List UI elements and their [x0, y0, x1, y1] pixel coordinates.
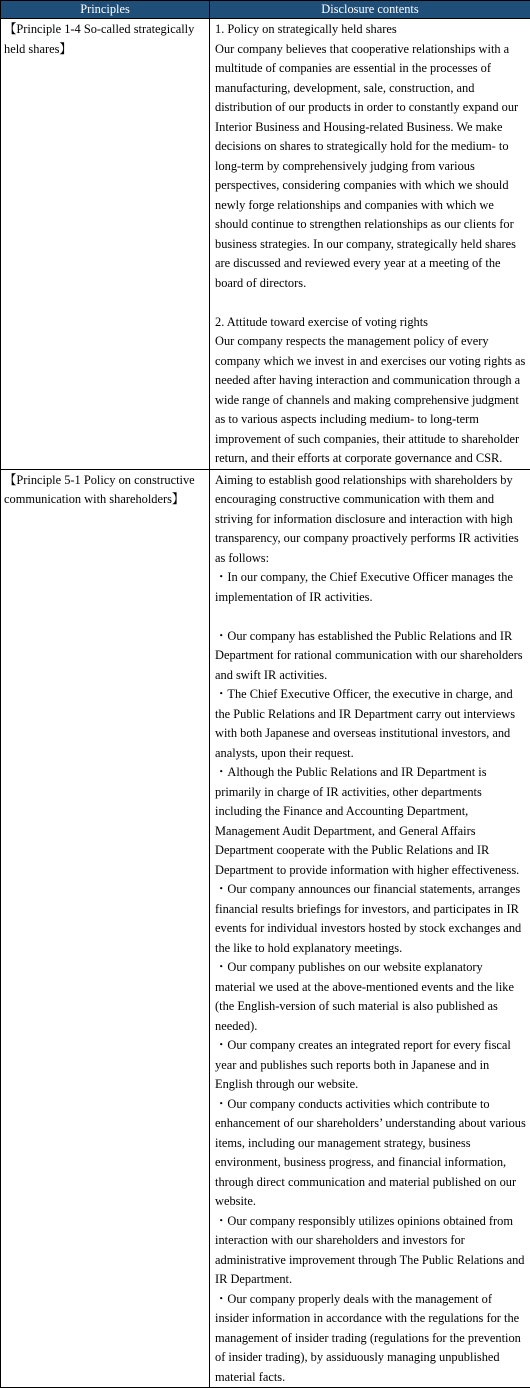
column-header-disclosure: Disclosure contents [210, 1, 530, 19]
column-header-principles: Principles [1, 1, 210, 19]
principle-cell: 【Principle 5-1 Policy on constructive communication with shareholders】 [1, 469, 210, 1388]
disclosure-cell [210, 469, 530, 1388]
table-row-principle-5-1 [1, 469, 530, 1388]
principle-cell: 【Principle 1-4 So-called strategically held shares】 [1, 19, 210, 470]
disclosure-paragraph: Aiming to establish good relationships with shareholders by encouraging constructive communication with them and striving for information disclosure and interaction with high transparency, our company proactively performs IR activities as follows: ・In our company, the Chief Executive Officer manages the implementation of IR activities. [215, 471, 526, 608]
table-row-principle-1-4 [1, 19, 530, 470]
paragraph-gap [215, 293, 526, 313]
paragraph-gap [215, 607, 526, 627]
table-header-row [1, 1, 530, 19]
disclosure-paragraph: 2. Attitude toward exercise of voting rights Our company respects the management policy of every company which we invest in and exercises our voting rights as needed after having interaction and communication through a wide range of channels and making comprehensive judgment as to various aspects including medium- to long-term improvement of such companies, their attitude to shareholder return, and their efforts at corporate governance and CSR. [215, 313, 526, 469]
disclosure-cell [210, 19, 530, 470]
disclosure-paragraph: 1. Policy on strategically held shares Our company believes that cooperative relationships with a multitude of companies are essential in the processes of manufacturing, development, sale, construction, and distribution of our products in order to constantly expand our Interior Business and Housing-related Business. We make decisions on shares to strategically hold for the medium- to long-term by comprehensively judging from various perspectives, considering companies with which we should newly forge relationships and companies with which we should continue to strengthen relationships as our clients for business strategies. In our company, strategically held shares are discussed and reviewed every year at a meeting of the board of directors. [215, 20, 526, 293]
disclosure-paragraph: ・Our company has established the Public Relations and IR Department for rational communication with our shareholders and swift IR activities. ・The Chief Executive Officer, the executive in charge, and the Public Relations and IR Department carry out interviews with both Japanese and overseas institutional investors, and analysts, upon their request. ・Although the Public Relations and IR Department is primarily in charge of IR activities, other departments including the Finance and Accounting Department, Management Audit Department, and General Affairs Department cooperate with the Public Relations and IR Department to provide information with higher effectiveness. ・Our company announces our financial statements, arranges financial results briefings for investors, and participates in IR events for individual investors hosted by stock exchanges and the like to hold explanatory meetings. ・Our company publishes on our website explanatory material we used at the above-mentioned events and the like (the English-version of such material is also published as needed). ・Our company creates an integrated report for every fiscal year and publishes such reports both in Japanese and in English through our website. ・Our company conducts activities which contribute to enhancement of our shareholders’ understanding about various items, including our management strategy, business environment, business progress, and financial information, through direct communication and material published on our website. ・Our company responsibly utilizes opinions obtained from interaction with our shareholders and investors for administrative improvement through The Public Relations and IR Department. ・Our company properly deals with the management of insider information in accordance with the regulations for the management of insider trading (regulations for the prevention of insider trading), by assiduously managing unpublished material facts. [215, 627, 526, 1388]
